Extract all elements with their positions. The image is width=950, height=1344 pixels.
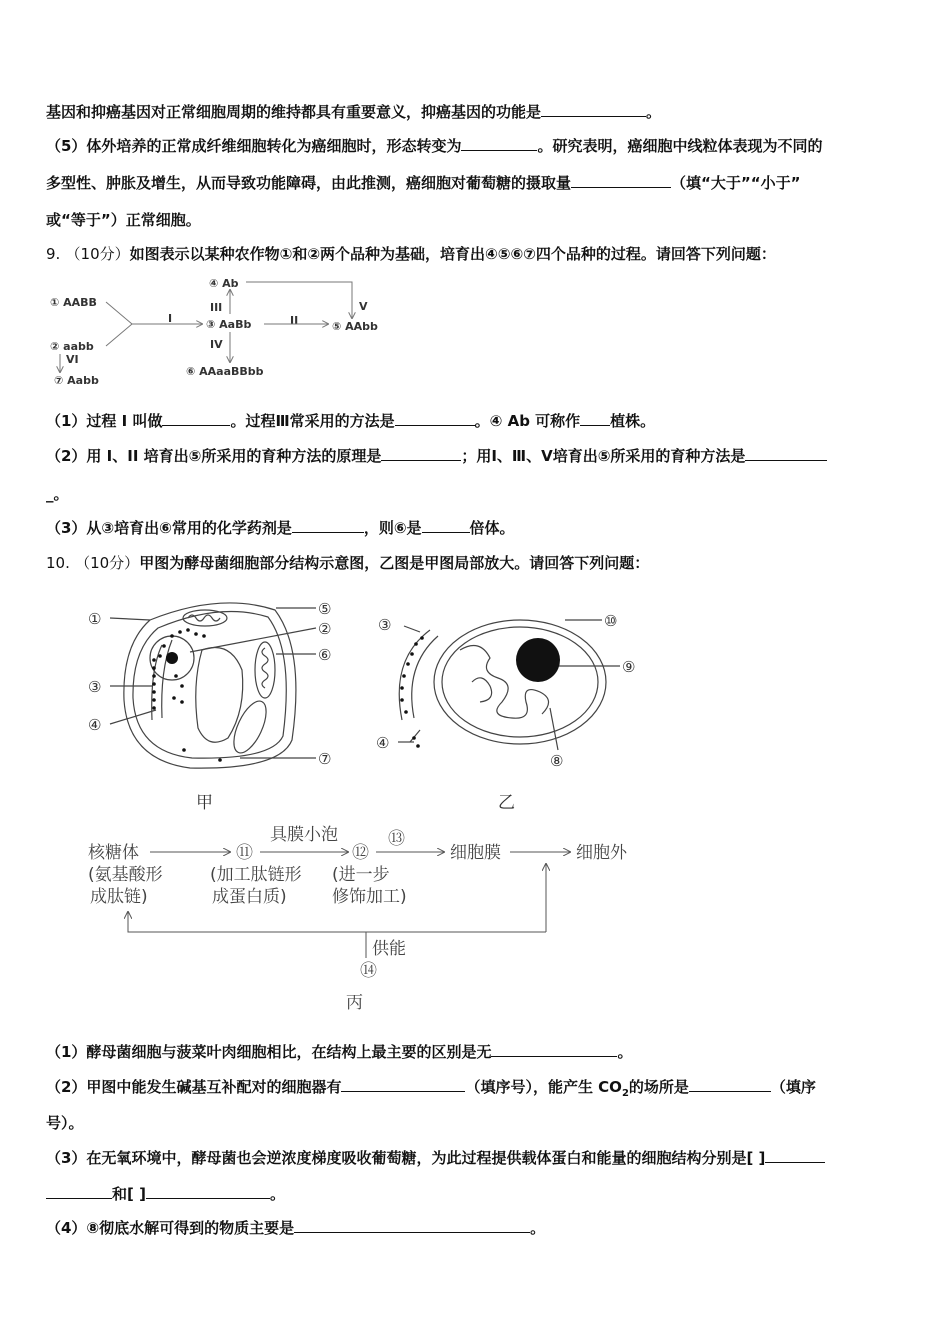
mitochondrion-top xyxy=(183,610,227,626)
q8-5-text-cont: 。研究表明，癌细胞中线粒体表现为不同的 xyxy=(537,137,823,155)
q8-5-hint: （填“大于”“小于” xyxy=(671,174,801,192)
text-line-2 xyxy=(46,136,822,156)
q9-2-text: （2）用 I、II 培育出⑤所采用的育种方法的原理是 xyxy=(46,447,382,465)
node-4: ④ Ab xyxy=(209,277,239,290)
answer-blank[interactable] xyxy=(395,411,475,426)
node-outside: 细胞外 xyxy=(576,843,627,863)
ribosome-stalk xyxy=(410,730,420,742)
text-line-1 xyxy=(46,102,661,122)
yeast-cell-diagram xyxy=(80,590,660,820)
q10-1-text: （1）酵母菌细胞与菠菜叶肉细胞相比，在结构上最主要的区别是无 xyxy=(46,1043,492,1061)
label-7: ⑦ xyxy=(318,750,332,768)
q8-5-text-cont2: 多型性、肿胀及增生，从而导致功能障碍，由此推测，癌细胞对葡萄糖的摄取量 xyxy=(46,174,572,192)
q9-2 xyxy=(46,446,827,466)
answer-blank[interactable] xyxy=(765,1148,825,1163)
punct: 。 xyxy=(617,1043,633,1061)
punct: 。 xyxy=(269,1185,285,1203)
node-1: ① AABB xyxy=(50,296,97,309)
node-13: ⑬ xyxy=(388,829,405,849)
q10-3-text: （3）在无氧环境中，酵母菌也会逆浓度梯度吸收葡萄糖，为此过程提供载体蛋白和能量的细胞结构分别是[ ] xyxy=(46,1149,766,1167)
label-2: ② xyxy=(318,620,332,638)
q10-2 xyxy=(46,1077,816,1104)
subscript: 2 xyxy=(621,1088,629,1099)
node-12-note-2: 修饰加工) xyxy=(332,887,407,907)
q10-2-end: 号）。 xyxy=(46,1114,84,1132)
node-ribosome: 核糖体 xyxy=(88,843,139,863)
q10-2-text: （2）甲图中能发生碱基互补配对的细胞器有 xyxy=(46,1078,342,1096)
cell-membrane xyxy=(133,612,286,759)
nuclear-envelope-outer xyxy=(434,620,606,744)
label-yi-8: ⑧ xyxy=(550,752,564,770)
answer-blank[interactable] xyxy=(422,518,470,533)
q10-score: （10分） xyxy=(75,554,140,572)
q10-3-text-b: 和[ ] xyxy=(112,1185,146,1203)
answer-blank[interactable] xyxy=(689,1077,771,1092)
node-6: ⑥ AAaaBBbb xyxy=(186,365,264,378)
node-3: ③ AaBb xyxy=(206,318,252,331)
q9-3-text-b: ，则⑥是 xyxy=(363,519,422,537)
node-7: ⑦ Aabb xyxy=(54,374,99,387)
label-3: ③ xyxy=(88,678,102,696)
answer-blank[interactable] xyxy=(745,446,827,461)
q8-5-hint-end: 或“等于”）正常细胞。 xyxy=(46,211,201,229)
q10-4-text: （4）⑧彻底水解可得到的物质主要是 xyxy=(46,1219,295,1237)
answer-blank[interactable] xyxy=(46,1184,112,1199)
energy-label: 供能 xyxy=(372,939,406,959)
node-membrane: 细胞膜 xyxy=(450,843,501,863)
q10-3-cont xyxy=(46,1184,285,1204)
label-yi-4: ④ xyxy=(376,734,390,752)
q9-header xyxy=(46,244,776,264)
secretion-flow-diagram xyxy=(80,820,660,1020)
arrow-process-5 xyxy=(246,282,352,318)
q9-3 xyxy=(46,518,515,538)
process-4-label: IV xyxy=(210,338,223,351)
q10-stem: 甲图为酵母菌细胞部分结构示意图，乙图是甲图局部放大。请回答下列问题： xyxy=(139,554,650,572)
q10-2-text-b: （填序号），能产生 CO xyxy=(465,1078,622,1096)
mito-cristae xyxy=(262,648,268,688)
label-yi-9: ⑨ xyxy=(622,658,636,676)
q10-2-text-c: 的场所是 xyxy=(628,1078,689,1096)
vacuole xyxy=(196,648,243,743)
answer-blank[interactable] xyxy=(580,411,610,426)
caption-jia: 甲 xyxy=(196,793,213,813)
punct: 。 xyxy=(530,1219,546,1237)
node-14: ⑭ xyxy=(360,961,377,981)
leader-2 xyxy=(190,628,316,652)
q10-1 xyxy=(46,1042,632,1062)
nucleolus xyxy=(166,652,178,664)
q10-header xyxy=(46,553,649,573)
cross-line-2 xyxy=(106,324,132,346)
energy-return-line xyxy=(128,912,546,932)
answer-blank[interactable] xyxy=(381,446,461,461)
q9-2-text-b: ；用Ⅰ、Ⅲ、Ⅴ培育出⑤所采用的育种方法是 xyxy=(461,447,746,465)
process-1-label: I xyxy=(168,312,173,325)
q9-score: （10分） xyxy=(65,245,130,263)
answer-blank[interactable] xyxy=(341,1077,465,1092)
text-line-3 xyxy=(46,173,800,193)
q10-3 xyxy=(46,1148,825,1168)
node-12: ⑫ xyxy=(352,843,369,863)
label-1: ① xyxy=(88,610,102,628)
q9-2-end: _。 xyxy=(46,485,69,503)
mitochondrion-right xyxy=(255,642,275,698)
nuclear-envelope-inner xyxy=(442,627,598,737)
q10-2-text-d: （填序 xyxy=(770,1078,816,1096)
caption-bing: 丙 xyxy=(346,993,363,1013)
answer-blank[interactable] xyxy=(292,518,364,533)
label-6: ⑥ xyxy=(318,646,332,664)
q10-2-cont xyxy=(46,1113,84,1133)
leader-z8 xyxy=(550,708,558,750)
process-5-label: V xyxy=(359,300,368,313)
leader-4 xyxy=(110,710,156,724)
q10-4 xyxy=(46,1218,545,1238)
node-2: ② aabb xyxy=(50,340,94,353)
process-6-label: VI xyxy=(66,353,79,366)
ribosome-note-1: (氨基酸形 xyxy=(88,865,163,885)
vesicle-label: 具膜小泡 xyxy=(270,825,338,845)
node-11-note-2: 成蛋白质) xyxy=(212,887,287,907)
text-line-4 xyxy=(46,210,201,230)
ribosome-note-2: 成肽链) xyxy=(90,887,148,907)
line-1-text: 基因和抑癌基因对正常细胞周期的维持都具有重要意义，抑癌基因的功能是 xyxy=(46,103,542,121)
q9-1-text-d: 植株。 xyxy=(610,412,656,430)
caption-yi: 乙 xyxy=(498,793,515,813)
cross-line-1 xyxy=(106,302,132,324)
q8-5-text: （5）体外培养的正常成纤维细胞转化为癌细胞时，形态转变为 xyxy=(46,137,462,155)
node-12-note-1: (进一步 xyxy=(332,865,390,885)
label-yi-3: ③ xyxy=(378,616,392,634)
process-3-label: III xyxy=(210,301,223,314)
leader-z3 xyxy=(404,626,420,632)
answer-blank[interactable] xyxy=(162,411,230,426)
q10-number: 10. xyxy=(46,554,70,572)
label-5: ⑤ xyxy=(318,600,332,618)
nucleolus-yi xyxy=(516,638,560,682)
answer-blank[interactable] xyxy=(461,136,537,151)
answer-blank[interactable] xyxy=(491,1042,617,1057)
node-11-note-1: (加工肽链形 xyxy=(210,865,302,885)
q9-3-text: （3）从③培育出⑥常用的化学药剂是 xyxy=(46,519,292,537)
breeding-diagram xyxy=(46,272,396,390)
leader-1 xyxy=(110,618,150,620)
q9-1-text-b: 。过程Ⅲ常采用的方法是 xyxy=(230,412,395,430)
punct: 。 xyxy=(646,103,662,121)
node-11: ⑪ xyxy=(236,843,253,863)
answer-blank[interactable] xyxy=(571,173,671,188)
answer-blank[interactable] xyxy=(541,102,646,117)
answer-blank[interactable] xyxy=(146,1184,270,1199)
answer-blank[interactable] xyxy=(294,1218,530,1233)
q9-number: 9. xyxy=(46,245,61,263)
q9-stem: 如图表示以某种农作物①和②两个品种为基础，培育出④⑤⑥⑦四个品种的过程。请回答下列问题： xyxy=(129,245,776,263)
node-5: ⑤ AAbb xyxy=(332,320,378,333)
q9-3-text-c: 倍体。 xyxy=(469,519,515,537)
q9-1-text-c: 。④ Ab 可称作 xyxy=(474,412,581,430)
label-yi-10: ⑩ xyxy=(604,612,618,630)
q9-1 xyxy=(46,411,655,431)
process-2-label: II xyxy=(290,314,299,327)
q9-2-cont xyxy=(46,484,69,504)
label-4: ④ xyxy=(88,716,102,734)
q9-1-text: （1）过程 I 叫做 xyxy=(46,412,163,430)
